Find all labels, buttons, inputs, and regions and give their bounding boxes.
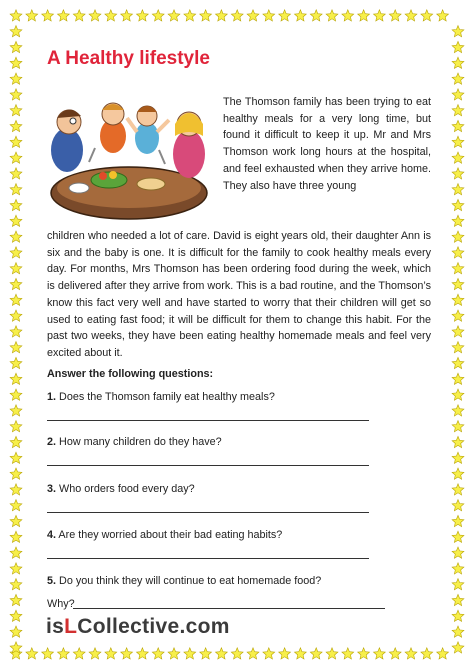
- border-star: [452, 294, 464, 305]
- border-star: [10, 373, 22, 384]
- watermark-part: L: [64, 615, 78, 638]
- question-text: Who orders food every day?: [59, 483, 195, 495]
- border-star: [10, 57, 22, 68]
- border-star: [10, 468, 22, 479]
- border-star: [452, 41, 464, 52]
- border-star: [263, 648, 275, 659]
- border-star: [10, 642, 22, 653]
- border-star: [452, 594, 464, 605]
- border-star: [421, 10, 433, 21]
- answer-line-4[interactable]: [47, 558, 369, 559]
- border-star: [10, 247, 22, 258]
- border-star: [389, 10, 401, 21]
- story-paragraph-intro: The Thomson family has been trying to eat healthy meals for a very long time, but found it difficult to keep it up. Mr and Mrs Thomson work long hours at the hospital, and feel exhausted when they arrive home. They also have three young: [223, 96, 431, 192]
- border-star: [10, 231, 22, 242]
- story-paragraph-main: children who needed a lot of care. David is eight years old, their daughter Ann is six and the baby is one. It is difficult for the family to cook healthy meals every day. For months, Mrs Thomson has been ordering food during the week, which is delivered after they arrive from work. This is a bad routine, and the Thomson’s know this fact very well and have started to worry that their children will get so used to eating fast food; it will be difficult for them to change this habit. For the past two weeks, they have been eating healthy homemade meals and feel very excited about it.: [47, 230, 431, 359]
- border-star: [452, 436, 464, 447]
- question-text: Are they worried about their bad eating habits?: [58, 529, 283, 541]
- border-star: [389, 648, 401, 659]
- border-star: [10, 278, 22, 289]
- border-star: [452, 310, 464, 321]
- border-star: [42, 648, 54, 659]
- border-star: [452, 547, 464, 558]
- worksheet-page: [33, 42, 443, 642]
- border-star: [452, 484, 464, 495]
- answer-line-1[interactable]: [47, 420, 369, 421]
- question-text: Do you think they will continue to eat homemade food?: [59, 575, 322, 587]
- border-star: [10, 168, 22, 179]
- border-star: [247, 648, 259, 659]
- border-star: [452, 563, 464, 574]
- border-star: [374, 648, 386, 659]
- border-star: [10, 263, 22, 274]
- border-star: [10, 199, 22, 210]
- questions-heading: Answer the following questions:: [47, 368, 214, 380]
- border-star: [10, 26, 22, 37]
- border-star: [89, 10, 101, 21]
- border-star: [452, 642, 464, 653]
- family-dinner-illustration: [39, 88, 211, 228]
- border-star: [184, 10, 196, 21]
- border-star: [452, 57, 464, 68]
- border-star: [452, 610, 464, 621]
- border-star: [42, 10, 54, 21]
- border-star: [452, 452, 464, 463]
- question-number: 1.: [47, 391, 57, 403]
- border-star: [10, 184, 22, 195]
- question-1: [47, 391, 275, 403]
- border-star: [452, 215, 464, 226]
- border-star: [452, 342, 464, 353]
- question-number: 5.: [47, 575, 57, 587]
- border-star: [105, 10, 117, 21]
- border-star: [152, 10, 164, 21]
- border-star: [137, 648, 149, 659]
- answer-line-2[interactable]: [47, 465, 369, 466]
- border-star: [452, 357, 464, 368]
- watermark-part: Collective.com: [77, 615, 230, 638]
- border-star: [263, 10, 275, 21]
- border-star: [10, 436, 22, 447]
- border-star: [10, 152, 22, 163]
- border-star: [10, 215, 22, 226]
- border-star: [10, 500, 22, 511]
- border-star: [184, 648, 196, 659]
- border-star: [10, 421, 22, 432]
- border-star: [10, 626, 22, 637]
- border-star: [26, 10, 38, 21]
- question-text: Does the Thomson family eat healthy meals?: [59, 391, 275, 403]
- border-star: [10, 648, 22, 659]
- border-star: [452, 263, 464, 274]
- border-star: [26, 648, 38, 659]
- border-star: [326, 648, 338, 659]
- border-star: [10, 294, 22, 305]
- border-star: [437, 10, 449, 21]
- border-star: [452, 73, 464, 84]
- border-star: [10, 405, 22, 416]
- border-star: [452, 500, 464, 511]
- border-star: [10, 342, 22, 353]
- why-label: Why?: [47, 598, 75, 610]
- border-star: [168, 648, 180, 659]
- border-star: [452, 389, 464, 400]
- border-star: [452, 421, 464, 432]
- border-star: [452, 326, 464, 337]
- border-star: [58, 10, 70, 21]
- question-number: 4.: [47, 529, 57, 541]
- border-star: [452, 26, 464, 37]
- border-star: [279, 648, 291, 659]
- border-star: [73, 10, 85, 21]
- border-star: [10, 89, 22, 100]
- border-star: [405, 648, 417, 659]
- question-2: [47, 436, 222, 448]
- border-star: [105, 648, 117, 659]
- border-star: [168, 10, 180, 21]
- question-3: [47, 483, 195, 495]
- border-star: [452, 105, 464, 116]
- border-star: [121, 648, 133, 659]
- border-star: [89, 648, 101, 659]
- border-star: [295, 10, 307, 21]
- border-star: [10, 579, 22, 590]
- border-star: [279, 10, 291, 21]
- border-star: [152, 648, 164, 659]
- answer-line-3[interactable]: [47, 512, 369, 513]
- border-star: [437, 648, 449, 659]
- border-star: [342, 10, 354, 21]
- border-star: [10, 484, 22, 495]
- border-star: [452, 405, 464, 416]
- border-star: [342, 648, 354, 659]
- border-star: [358, 10, 370, 21]
- border-star: [216, 648, 228, 659]
- border-star: [452, 278, 464, 289]
- border-star: [10, 610, 22, 621]
- border-star: [452, 168, 464, 179]
- border-star: [10, 105, 22, 116]
- border-star: [452, 231, 464, 242]
- question-number: 3.: [47, 483, 57, 495]
- border-star: [421, 648, 433, 659]
- border-star: [10, 310, 22, 321]
- border-star: [452, 136, 464, 147]
- border-star: [452, 89, 464, 100]
- border-star: [326, 10, 338, 21]
- border-star: [452, 579, 464, 590]
- border-star: [10, 357, 22, 368]
- border-star: [10, 326, 22, 337]
- border-star: [10, 563, 22, 574]
- border-star: [216, 10, 228, 21]
- border-star: [452, 515, 464, 526]
- answer-line-5[interactable]: [73, 608, 385, 609]
- border-star: [121, 10, 133, 21]
- border-star: [452, 626, 464, 637]
- border-star: [10, 515, 22, 526]
- watermark-logo: [46, 615, 230, 639]
- border-star: [231, 648, 243, 659]
- border-star: [310, 10, 322, 21]
- border-star: [452, 373, 464, 384]
- border-star: [310, 648, 322, 659]
- border-star: [374, 10, 386, 21]
- watermark-part: is: [46, 615, 65, 638]
- border-star: [405, 10, 417, 21]
- border-star: [231, 10, 243, 21]
- border-star: [358, 648, 370, 659]
- border-star: [200, 648, 212, 659]
- border-star: [137, 10, 149, 21]
- border-star: [247, 10, 259, 21]
- border-star: [452, 120, 464, 131]
- worksheet-title: A Healthy lifestyle: [47, 48, 210, 69]
- border-star: [10, 452, 22, 463]
- border-star: [452, 531, 464, 542]
- border-star: [10, 120, 22, 131]
- border-star: [10, 73, 22, 84]
- question-text: How many children do they have?: [59, 436, 222, 448]
- border-star: [10, 10, 22, 21]
- border-star: [452, 468, 464, 479]
- border-star: [10, 547, 22, 558]
- border-star: [295, 648, 307, 659]
- border-star: [200, 10, 212, 21]
- border-star: [452, 184, 464, 195]
- border-star: [10, 136, 22, 147]
- border-star: [10, 389, 22, 400]
- question-5: [47, 575, 321, 587]
- border-star: [10, 531, 22, 542]
- question-number: 2.: [47, 436, 57, 448]
- border-star: [452, 199, 464, 210]
- border-star: [452, 152, 464, 163]
- border-star: [452, 247, 464, 258]
- border-star: [58, 648, 70, 659]
- border-star: [10, 594, 22, 605]
- border-star: [73, 648, 85, 659]
- border-star: [10, 41, 22, 52]
- question-4: [47, 529, 282, 541]
